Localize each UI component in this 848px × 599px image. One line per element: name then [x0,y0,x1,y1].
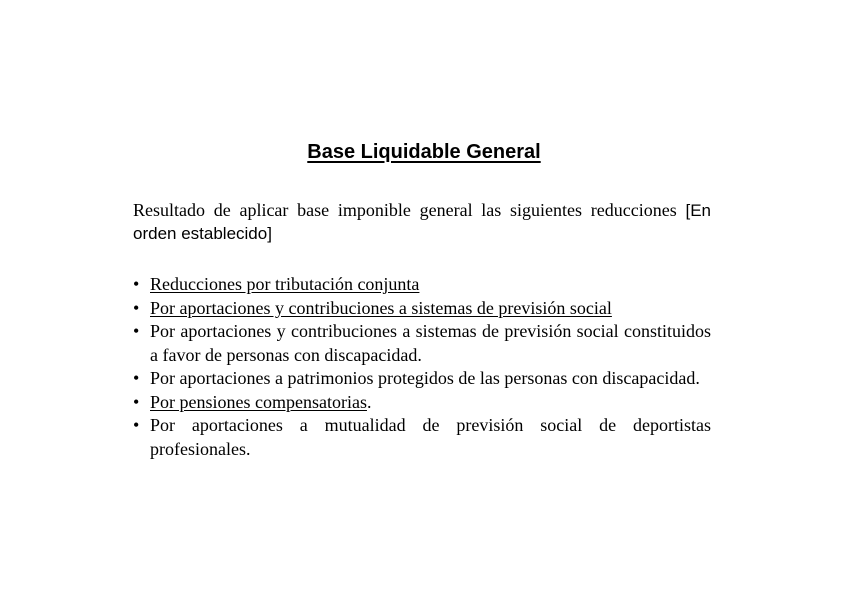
list-item-text: Por pensiones compensatorias [150,391,367,412]
list-item-text: Por aportaciones a patrimonios protegidos de las personas con discapacidad. [150,368,700,388]
list-item-text: Por aportaciones y contribuciones a sistemas de previsión social [150,297,612,318]
bullet-icon: • [133,297,140,318]
intro-paragraph [133,199,711,245]
page-title: Base Liquidable General [307,141,541,163]
list-item-text: Reducciones por tributación conjunta [150,274,420,294]
list-item [133,320,711,367]
bullet-icon: • [133,391,140,412]
list-item-suffix: . [366,391,372,412]
list-item [133,367,711,391]
intro-tail-text: [En orden establecido] [133,201,712,243]
list-item [133,273,711,297]
reductions-list [133,273,711,461]
bullet-icon: • [133,321,140,341]
list-item [133,414,711,461]
list-item [133,391,711,415]
list-item-text: Por aportaciones y contribuciones a sistemas de previsión social constituidos a favor de personas con discapacidad. [150,321,711,365]
bullet-icon: • [133,274,140,294]
list-item [133,297,711,321]
list-item-text: Por aportaciones a mutualidad de previsión social de deportistas profesionales. [150,415,711,459]
bullet-icon: • [133,415,140,435]
bullet-icon: • [133,368,140,388]
intro-main-text: Resultado de aplicar base imponible general las siguientes reducciones [133,200,677,220]
